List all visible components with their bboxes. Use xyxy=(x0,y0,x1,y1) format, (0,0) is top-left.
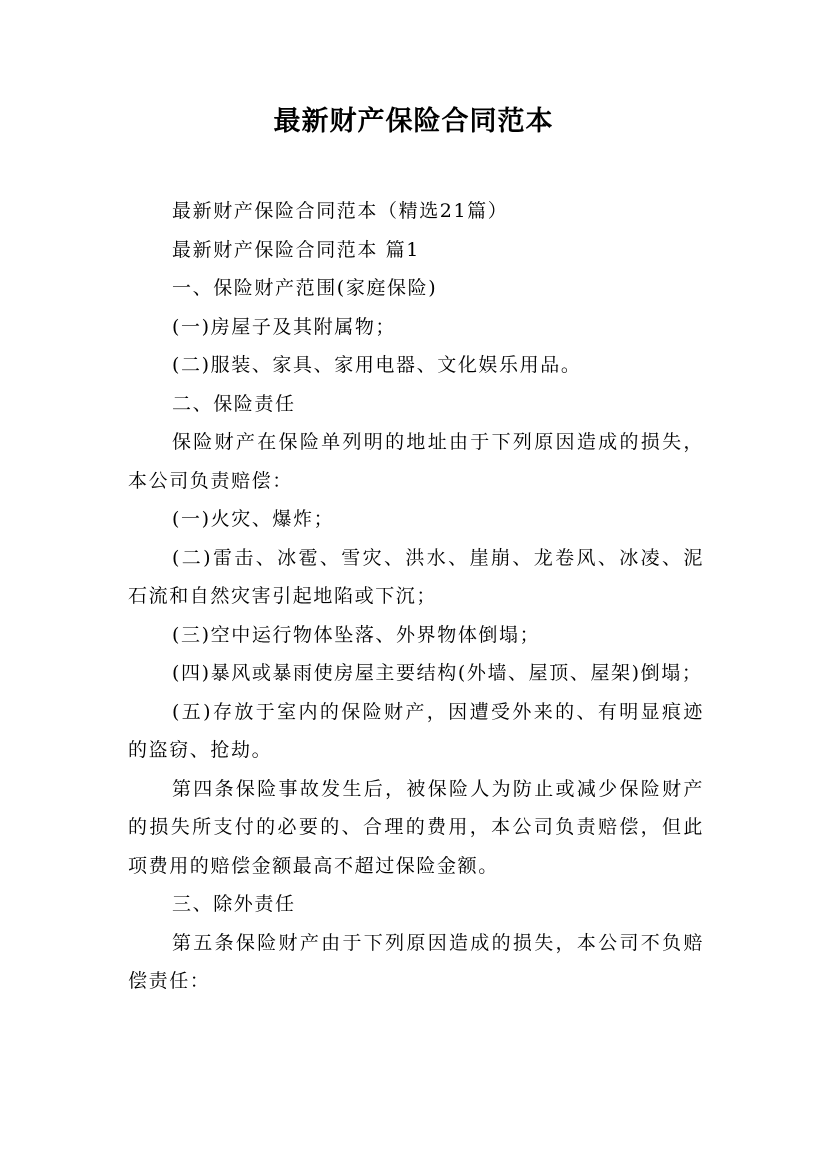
document-body xyxy=(128,192,704,1001)
paragraph-item: (二)服装、家具、家用电器、文化娱乐用品。 xyxy=(172,354,582,376)
paragraph-heading-exclusions: 三、除外责任 xyxy=(172,893,296,915)
paragraph-item: (一)火灾、爆炸； xyxy=(172,508,335,530)
paragraph-item: (一)房屋子及其附属物； xyxy=(172,315,397,338)
paragraph-item: (四)暴风或暴雨使房屋主要结构(外墙、屋顶、屋架)倒塌； xyxy=(172,662,703,684)
paragraph-heading-liability: 二、保险责任 xyxy=(172,392,296,415)
paragraph-subtitle: 最新财产保险合同范本（精选21篇） xyxy=(172,200,509,222)
paragraph-article-5: 第五条保险财产由于下列原因造成的损失，本公司不负赔偿责任： xyxy=(128,931,704,992)
paragraph-article-4: 第四条保险事故发生后，被保险人为防止或减少保险财产的损失所支付的必要的、合理的费用，本公司负责赔偿，但此项费用的赔偿金额最高不超过保险金额。 xyxy=(128,777,704,877)
paragraph-section-heading: 最新财产保险合同范本 篇1 xyxy=(172,238,420,261)
paragraph-text: 保险财产在保险单列明的地址由于下列原因造成的损失，本公司负责赔偿： xyxy=(128,431,704,492)
paragraph-item: (五)存放于室内的保险财产，因遭受外来的、有明显痕迹的盗窃、抢劫。 xyxy=(128,700,704,761)
paragraph-heading-scope: 一、保险财产范围(家庭保险) xyxy=(172,277,438,299)
paragraph-item: (二)雷击、冰雹、雪灾、洪水、崖崩、龙卷风、冰凌、泥石流和自然灾害引起地陷或下沉； xyxy=(128,546,704,607)
document-title: 最新财产保险合同范本 xyxy=(273,106,554,137)
paragraph-item: (三)空中运行物体坠落、外界物体倒塌； xyxy=(172,623,541,646)
